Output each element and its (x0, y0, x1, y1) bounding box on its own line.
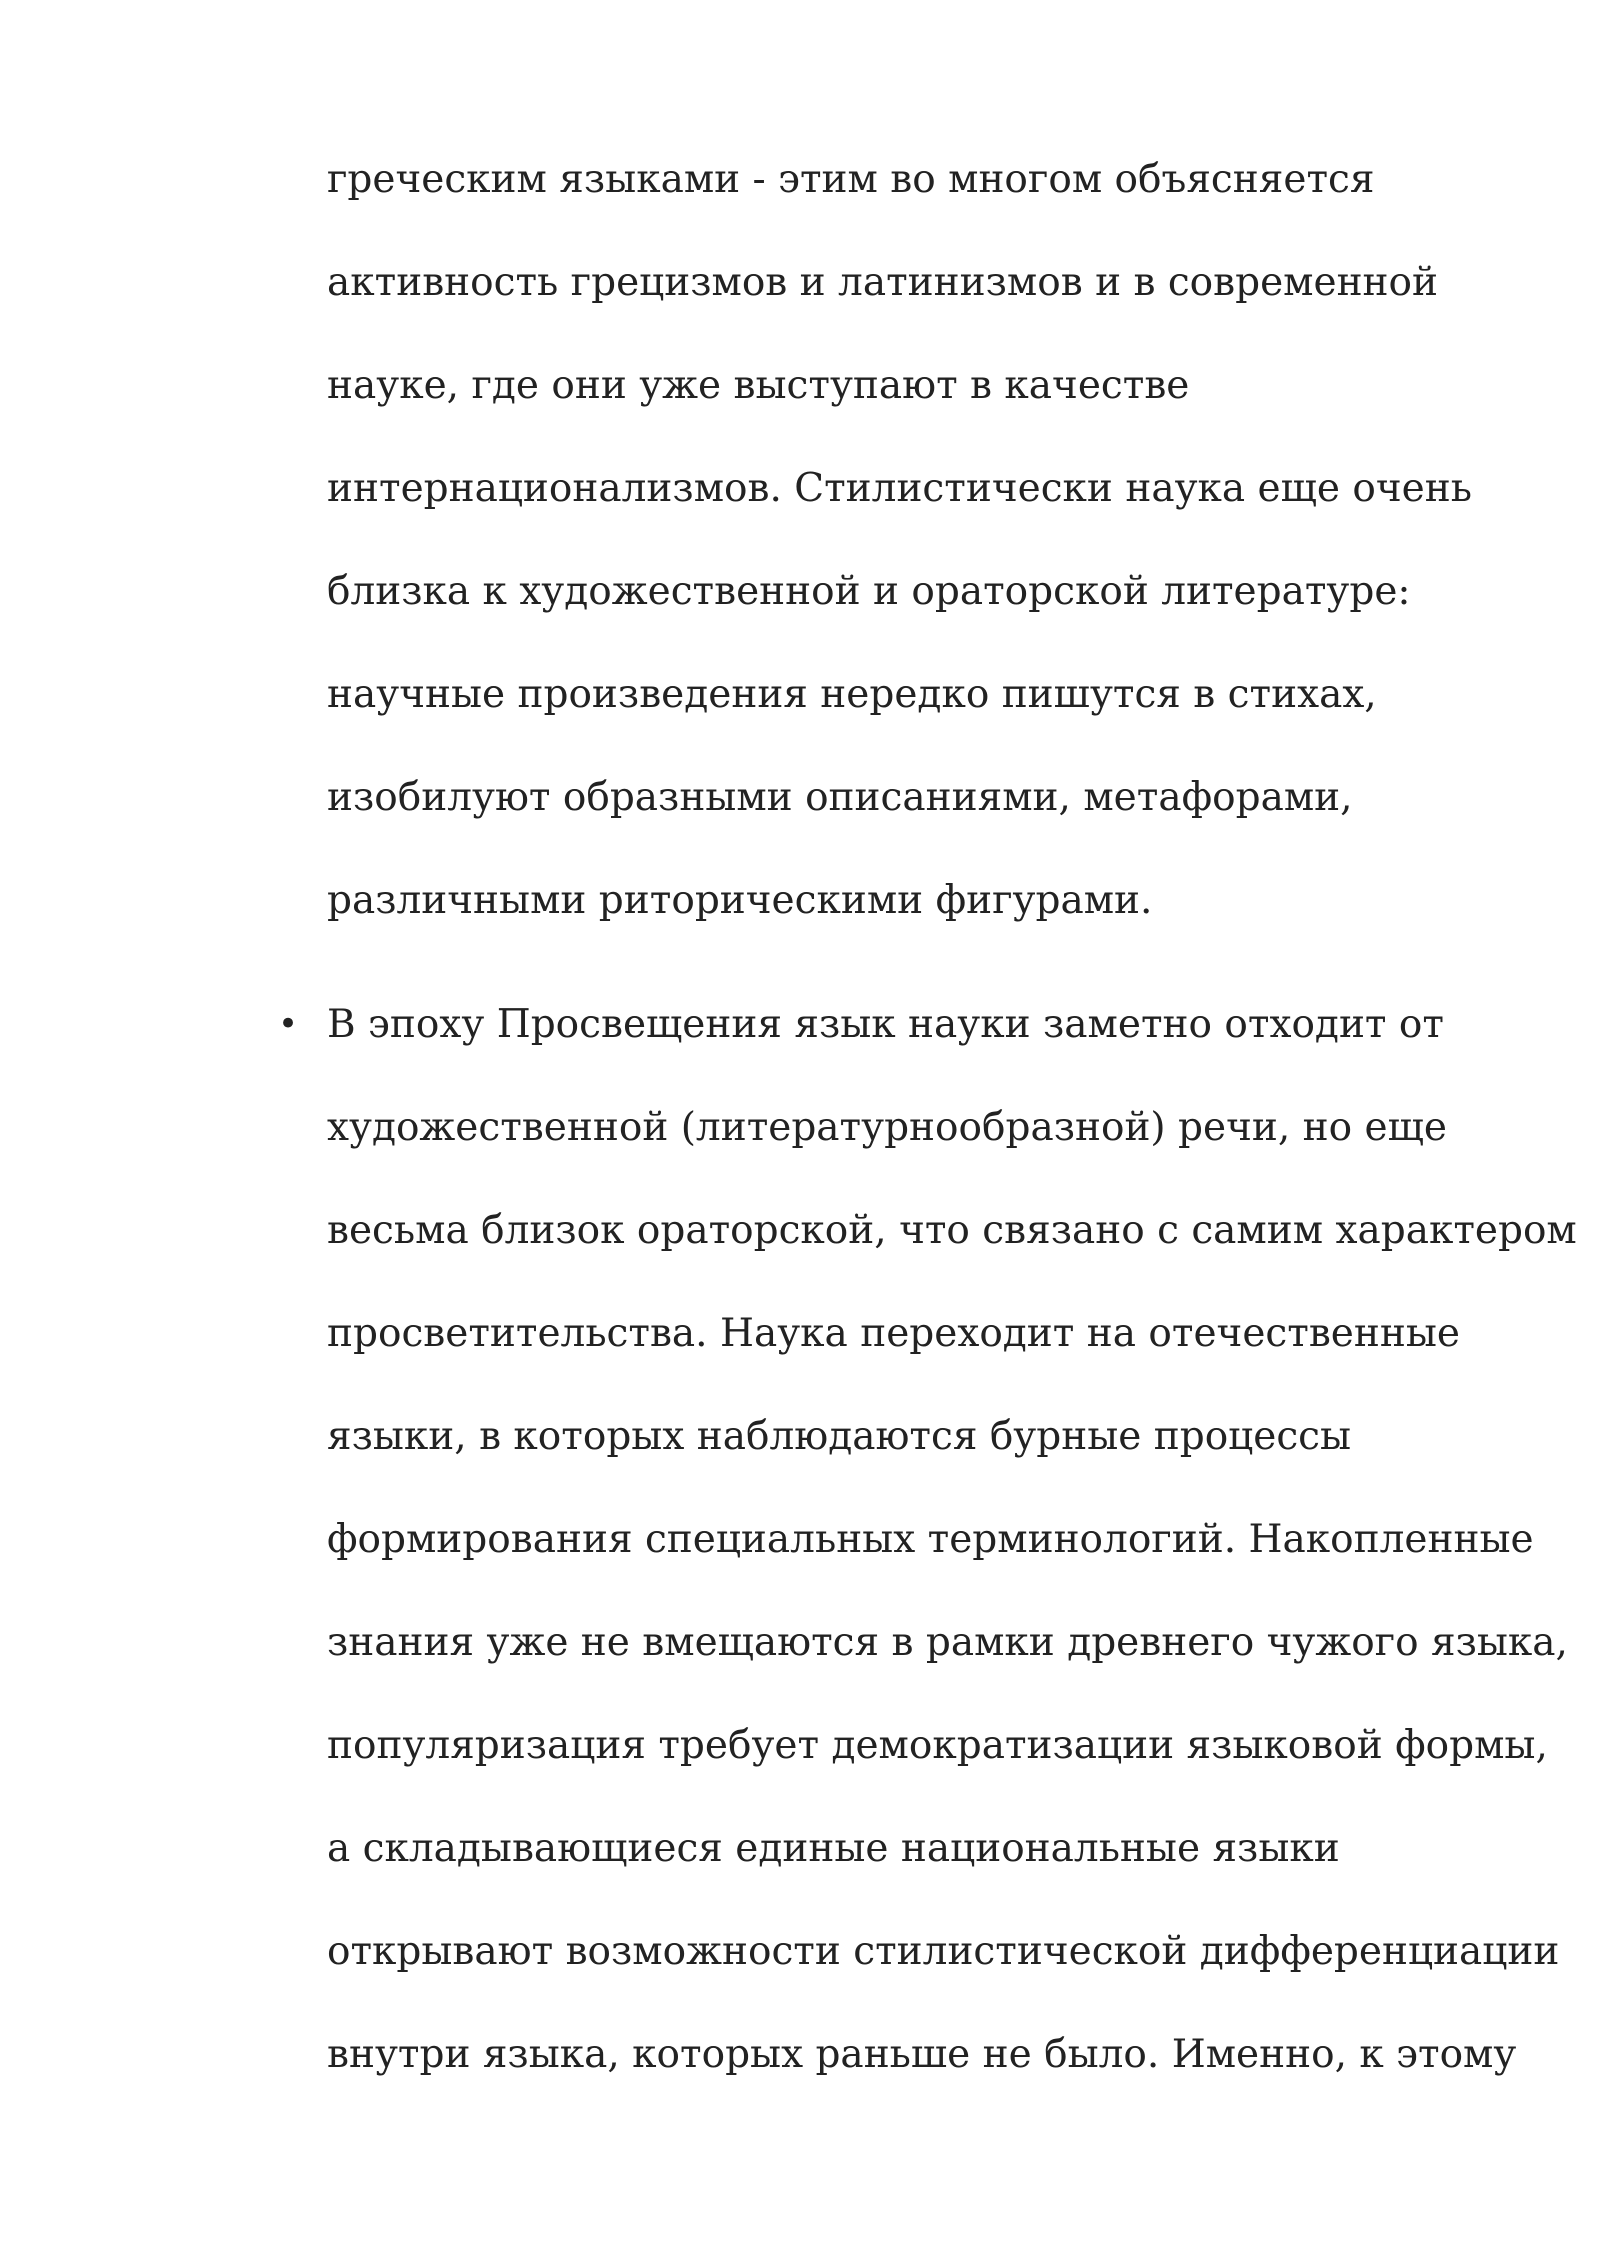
paragraph-line: изобилуют образными описаниями, метафорами, (327, 775, 1353, 820)
paragraph-line: науке, где они уже выступают в качестве (327, 363, 1190, 408)
bullet-line: просветительства. Наука переходит на отечественные (327, 1311, 1460, 1356)
paragraph-line: близка к художественной и ораторской литературе: (327, 569, 1411, 614)
bullet-item-text (327, 973, 1577, 2106)
continuation-paragraph (327, 128, 1527, 952)
paragraph-line: научные произведения нередко пишутся в стихах, (327, 672, 1377, 717)
paragraph-line: различными риторическими фигурами. (327, 878, 1153, 923)
bullet-line: языки, в которых наблюдаются бурные процессы (327, 1414, 1352, 1459)
bullet-line: знания уже не вмещаются в рамки древнего чужого языка, (327, 1620, 1568, 1665)
bullet-line: весьма близок ораторской, что связано с самим характером (327, 1208, 1577, 1253)
paragraph-line: активность грецизмов и латинизмов и в современной (327, 260, 1439, 305)
bullet-line: популяризация требует демократизации языковой формы, (327, 1723, 1548, 1768)
bullet-line: а складывающиеся единые национальные языки (327, 1826, 1340, 1871)
bullet-line: художественной (литературнообразной) речи, но еще (327, 1105, 1447, 1150)
bullet-line: формирования специальных терминологий. Накопленные (327, 1517, 1534, 1562)
bullet-line: открывают возможности стилистической дифференциации (327, 1929, 1560, 1974)
bullet-line: внутри языка, которых раньше не было. Именно, к этому (327, 2032, 1517, 2077)
bullet-line: В эпоху Просвещения язык науки заметно отходит от (327, 1002, 1444, 1047)
paragraph-line: интернационализмов. Стилистически наука еще очень (327, 466, 1472, 511)
bullet-marker: • (277, 1004, 299, 1044)
paragraph-line: греческим языками - этим во многом объясняется (327, 157, 1375, 202)
